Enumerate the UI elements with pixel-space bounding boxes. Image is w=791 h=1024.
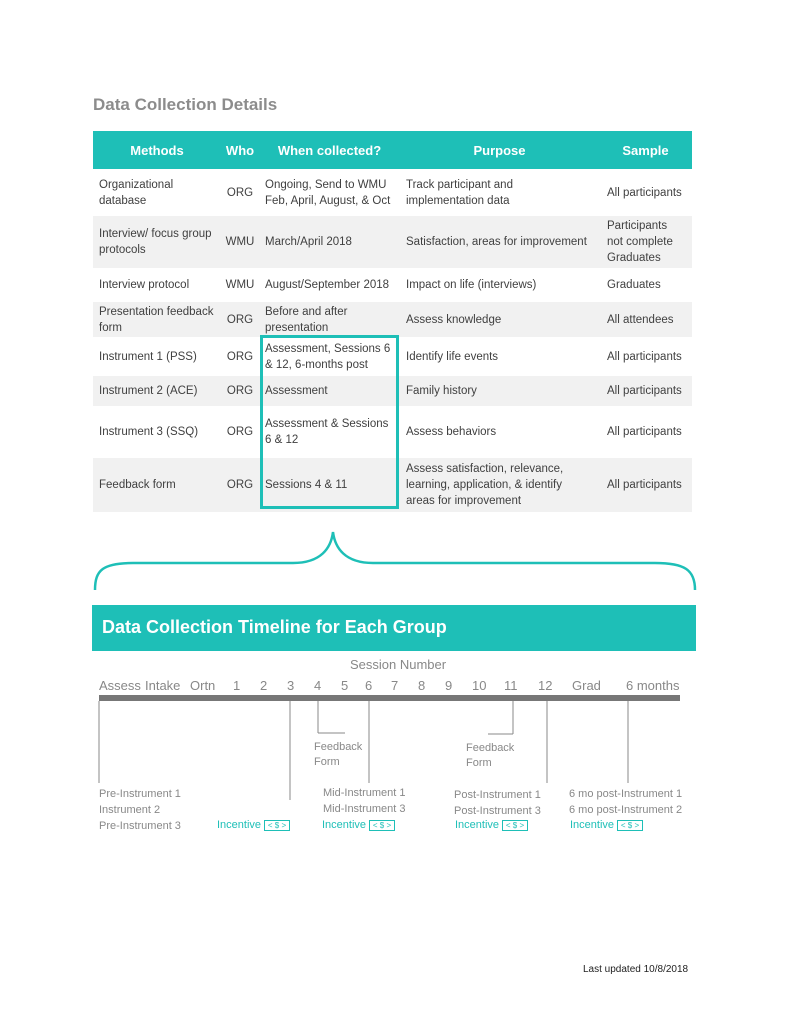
tick-8: 8 <box>418 678 426 693</box>
tick-6: 6 <box>365 678 373 693</box>
list-item: 6 mo post-Instrument 2 <box>569 804 683 816</box>
cell-sample: All participants <box>599 458 692 512</box>
details-title: Data Collection Details <box>93 95 278 114</box>
tick-intake: Intake <box>145 678 181 693</box>
cell-method: Presentation feedback form <box>93 302 221 337</box>
timeline-title: Data Collection Timeline for Each Group <box>92 605 696 651</box>
list-item: 6 mo post-Instrument 1 <box>569 788 683 800</box>
cell-method: Organizational database <box>99 178 174 207</box>
cell-method: Instrument 3 (SSQ) <box>99 426 199 438</box>
incentive-badge <box>455 819 528 831</box>
tick-1: 1 <box>233 678 241 693</box>
cell-when: March/April 2018 <box>259 216 400 268</box>
tick-9: 9 <box>445 678 453 693</box>
cell-when: Assessment, Sessions 6 & 12, 6-months post <box>265 342 391 371</box>
session-number-label: Session Number <box>350 657 447 672</box>
table-row <box>93 268 692 302</box>
money-icon: < $ > <box>617 820 643 831</box>
cell-who: ORG <box>226 350 254 363</box>
tick-10: 10 <box>472 678 487 693</box>
cell-when: Sessions 4 & 11 <box>259 458 400 512</box>
pre-instrument-group <box>99 786 181 834</box>
cell-purpose: Satisfaction, areas for improvement <box>400 216 599 268</box>
tick-assess: Assess <box>99 678 141 693</box>
list-item: Instrument 2 <box>99 804 161 816</box>
cell-sample: All participants <box>599 376 692 406</box>
cell-purpose: Impact on life (interviews) <box>406 279 537 291</box>
cell-method: Instrument 2 (ACE) <box>93 376 221 406</box>
timeline-bar <box>99 695 680 701</box>
cell-who: WMU <box>225 279 255 291</box>
money-icon: < $ > <box>502 820 528 831</box>
cell-when: Assessment <box>259 376 400 406</box>
table-row <box>93 302 692 337</box>
list-item: Pre-Instrument 3 <box>99 820 181 832</box>
cell-when: Assessment & Sessions 6 & 12 <box>265 418 389 446</box>
list-item: Mid-Instrument 3 <box>323 803 406 815</box>
tick-2: 2 <box>260 678 268 693</box>
cell-who: ORG <box>221 302 259 337</box>
table-row <box>93 216 692 268</box>
incentive-badge <box>570 819 643 831</box>
tick-11: 11 <box>504 678 518 693</box>
post-instrument-group <box>454 787 541 819</box>
header-when: When collected? <box>259 131 400 169</box>
cell-who: WMU <box>221 216 259 268</box>
list-item: Post-Instrument 3 <box>454 805 541 817</box>
cell-sample: All participants <box>607 186 682 199</box>
curly-brace-icon <box>93 530 698 592</box>
cell-sample: All attendees <box>599 302 692 337</box>
cell-method: Instrument 1 (PSS) <box>99 350 197 363</box>
incentive-badge <box>217 819 290 831</box>
cell-who: ORG <box>221 458 259 512</box>
cell-sample: Participants not complete Graduates <box>599 216 692 268</box>
cell-sample: All participants <box>607 350 682 363</box>
cell-purpose: Identify life events <box>406 350 499 363</box>
cell-purpose: Assess knowledge <box>400 302 599 337</box>
incentive-label: Incentive <box>217 819 262 831</box>
when-highlight-box <box>260 335 399 509</box>
list-item: Post-Instrument 1 <box>454 789 541 801</box>
tick-12: 12 <box>538 678 553 693</box>
cell-method: Interview/ focus group protocols <box>93 216 221 268</box>
cell-who: ORG <box>226 426 254 438</box>
cell-purpose: Family history <box>400 376 599 406</box>
six-month-instrument-group <box>569 786 682 818</box>
timeline-graphic <box>0 650 791 800</box>
money-icon: < $ > <box>369 820 395 831</box>
cell-when: Ongoing, Send to WMU Feb, April, August, & Oct <box>265 178 391 207</box>
header-methods: Methods <box>93 131 221 169</box>
tick-4: 4 <box>314 678 322 693</box>
last-updated: Last updated 10/8/2018 <box>583 964 689 975</box>
tick-3: 3 <box>287 678 295 693</box>
incentive-label: Incentive <box>322 819 367 831</box>
incentive-badge <box>322 819 395 831</box>
header-who: Who <box>221 131 259 169</box>
tick-5: 5 <box>341 678 349 693</box>
cell-when: Before and after presentation <box>259 302 400 337</box>
cell-sample: Graduates <box>607 279 661 291</box>
cell-method: Feedback form <box>93 458 221 512</box>
cell-sample: All participants <box>607 426 682 438</box>
feedback-form-label-2 <box>466 741 520 771</box>
list-item: Pre-Instrument 1 <box>99 788 181 800</box>
incentive-label: Incentive <box>570 819 615 831</box>
tick-7: 7 <box>391 678 399 693</box>
cell-purpose: Track participant and implementation data <box>406 178 513 207</box>
tick-grad: Grad <box>572 678 601 693</box>
table-row <box>93 169 692 216</box>
list-item: Mid-Instrument 1 <box>323 787 406 799</box>
cell-who: ORG <box>226 186 254 199</box>
cell-purpose: Assess satisfaction, relevance, learning, application, & identify areas for improvement <box>400 458 599 512</box>
header-sample: Sample <box>599 131 692 169</box>
cell-who: ORG <box>221 376 259 406</box>
money-icon: < $ > <box>264 820 290 831</box>
cell-method: Interview protocol <box>99 279 190 291</box>
mid-instrument-group <box>323 785 406 817</box>
cell-purpose: Assess behaviors <box>406 426 497 438</box>
header-purpose: Purpose <box>400 131 599 169</box>
cell-when: August/September 2018 <box>265 279 390 291</box>
feedback-form-text: Feedback Form <box>466 742 515 769</box>
incentive-label: Incentive <box>455 819 500 831</box>
feedback-form-label-1 <box>314 740 368 770</box>
tick-ortn: Ortn <box>190 678 216 693</box>
feedback-form-text: Feedback Form <box>314 741 363 768</box>
tick-6-months: 6 months <box>626 678 680 693</box>
